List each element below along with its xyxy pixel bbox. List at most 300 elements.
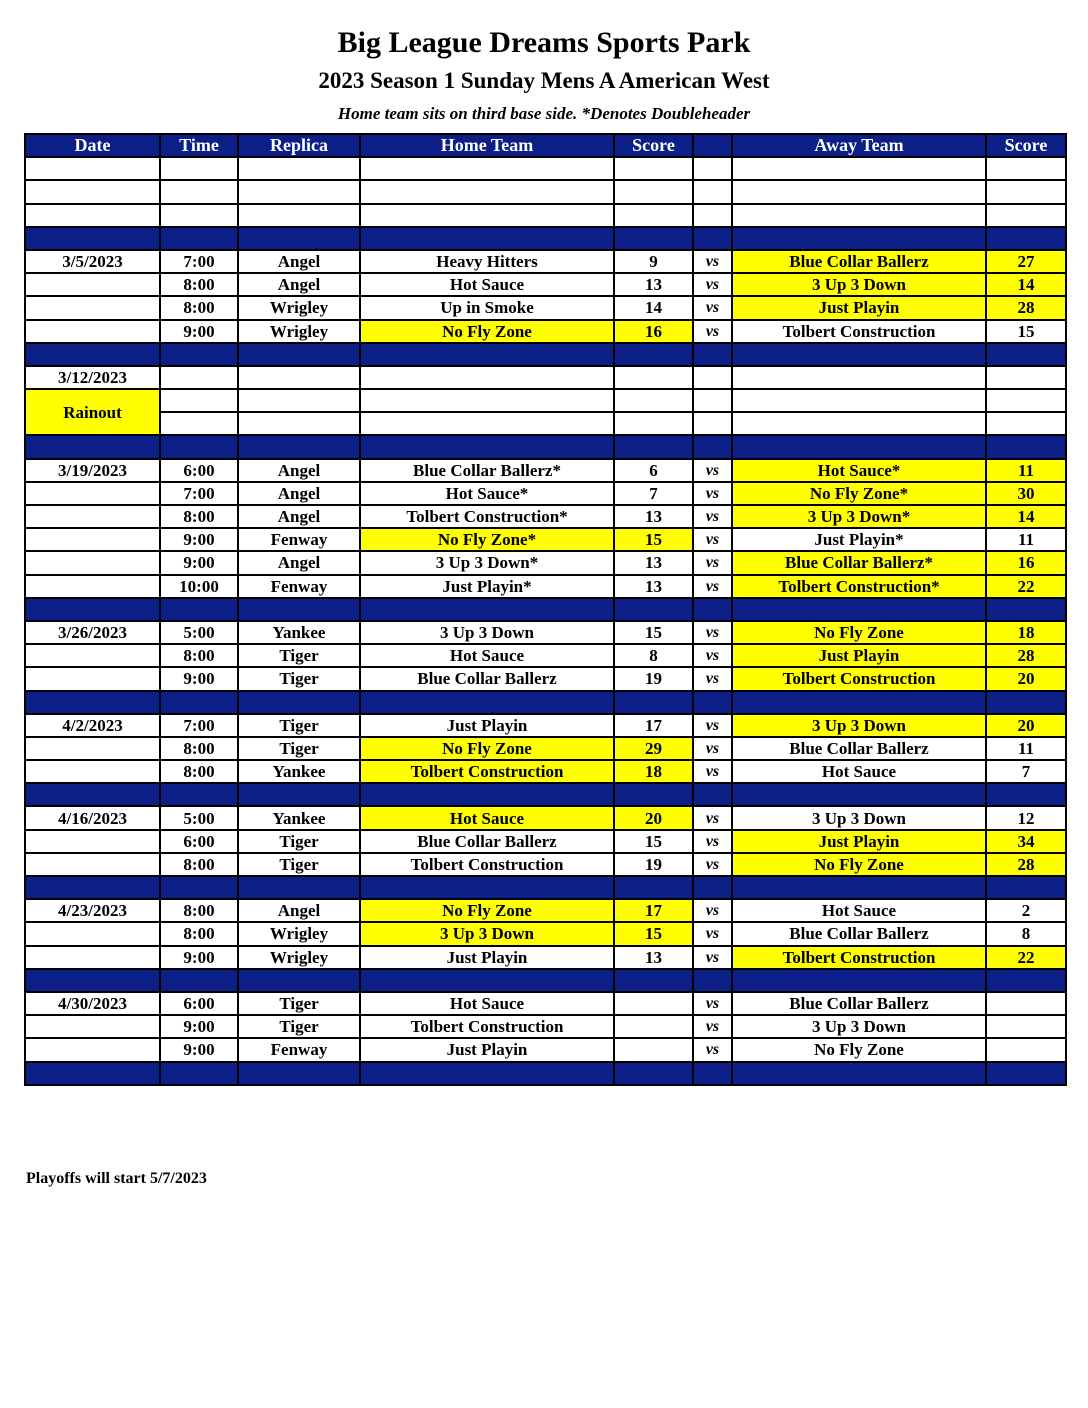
table-row: [25, 922, 1066, 945]
date-cell: [25, 505, 160, 528]
table-row: [25, 806, 1066, 829]
empty-cell: [360, 157, 614, 180]
home-score-cell: 29: [614, 737, 693, 760]
home-team-cell: No Fly Zone: [360, 320, 614, 343]
empty-cell: [360, 343, 614, 366]
home-team-cell: Just Playin: [360, 714, 614, 737]
away-team-cell: 3 Up 3 Down: [732, 714, 986, 737]
vs-cell: vs: [693, 714, 732, 737]
away-team-cell: Blue Collar Ballerz: [732, 992, 986, 1015]
home-team-cell: Up in Smoke: [360, 296, 614, 319]
empty-cell: [160, 783, 238, 806]
empty-cell: [360, 180, 614, 203]
replica-cell: Wrigley: [238, 320, 360, 343]
rainout-row: [25, 412, 1066, 435]
away-team-cell: Blue Collar Ballerz*: [732, 551, 986, 574]
table-row: [25, 296, 1066, 319]
away-score-cell: [986, 1038, 1066, 1061]
time-cell: 9:00: [160, 946, 238, 969]
away-team-cell: Tolbert Construction: [732, 667, 986, 690]
date-cell: [25, 667, 160, 690]
vs-cell: vs: [693, 575, 732, 598]
replica-cell: Angel: [238, 482, 360, 505]
empty-cell: [614, 969, 693, 992]
empty-cell: [693, 435, 732, 458]
home-score-cell: [614, 1015, 693, 1038]
replica-cell: Tiger: [238, 830, 360, 853]
time-cell: 8:00: [160, 644, 238, 667]
empty-cell: [238, 389, 360, 412]
time-cell: 9:00: [160, 1038, 238, 1061]
away-score-cell: 15: [986, 320, 1066, 343]
empty-cell: [693, 343, 732, 366]
time-cell: 6:00: [160, 830, 238, 853]
empty-cell: [238, 343, 360, 366]
separator-row: [25, 969, 1066, 992]
vs-cell: vs: [693, 296, 732, 319]
date-cell: [25, 1038, 160, 1061]
away-score-cell: 28: [986, 296, 1066, 319]
date-cell: [25, 575, 160, 598]
home-score-cell: 9: [614, 250, 693, 273]
date-cell: [25, 644, 160, 667]
separator-row: [25, 783, 1066, 806]
empty-cell: [25, 598, 160, 621]
home-team-cell: Hot Sauce: [360, 644, 614, 667]
column-header-home-team: Home Team: [360, 134, 614, 157]
replica-cell: Fenway: [238, 575, 360, 598]
empty-cell: [614, 435, 693, 458]
vs-cell: vs: [693, 644, 732, 667]
date-cell: 4/30/2023: [25, 992, 160, 1015]
empty-cell: [360, 389, 614, 412]
empty-cell: [360, 412, 614, 435]
date-cell: [25, 830, 160, 853]
empty-cell: [693, 180, 732, 203]
vs-cell: vs: [693, 1015, 732, 1038]
empty-cell: [986, 227, 1066, 250]
time-cell: 6:00: [160, 459, 238, 482]
column-header-date: Date: [25, 134, 160, 157]
empty-cell: [160, 876, 238, 899]
empty-cell: [238, 783, 360, 806]
empty-cell: [986, 783, 1066, 806]
date-cell: 3/19/2023: [25, 459, 160, 482]
table-row: [25, 760, 1066, 783]
away-score-cell: 20: [986, 714, 1066, 737]
home-score-cell: 15: [614, 528, 693, 551]
time-cell: 9:00: [160, 1015, 238, 1038]
separator-row: [25, 435, 1066, 458]
table-row: [25, 459, 1066, 482]
empty-cell: [986, 598, 1066, 621]
date-cell: [25, 946, 160, 969]
empty-cell: [732, 435, 986, 458]
empty-cell: [25, 227, 160, 250]
away-team-cell: Blue Collar Ballerz: [732, 737, 986, 760]
vs-cell: vs: [693, 830, 732, 853]
blank-row: [25, 157, 1066, 180]
date-cell: [25, 273, 160, 296]
replica-cell: Tiger: [238, 1015, 360, 1038]
page-subtitle: 2023 Season 1 Sunday Mens A American West: [318, 68, 770, 93]
date-cell: 4/16/2023: [25, 806, 160, 829]
empty-cell: [25, 157, 160, 180]
separator-row: [25, 691, 1066, 714]
table-row: [25, 1038, 1066, 1061]
replica-cell: Angel: [238, 551, 360, 574]
home-team-cell: 3 Up 3 Down: [360, 922, 614, 945]
rainout-badge: Rainout: [25, 389, 160, 435]
home-team-cell: No Fly Zone: [360, 737, 614, 760]
replica-cell: Wrigley: [238, 922, 360, 945]
time-cell: 8:00: [160, 899, 238, 922]
away-team-cell: No Fly Zone: [732, 853, 986, 876]
empty-cell: [160, 1062, 238, 1085]
empty-cell: [160, 389, 238, 412]
empty-cell: [614, 227, 693, 250]
home-score-cell: 18: [614, 760, 693, 783]
home-score-cell: [614, 992, 693, 1015]
home-score-cell: 7: [614, 482, 693, 505]
empty-cell: [986, 343, 1066, 366]
table-row: [25, 621, 1066, 644]
empty-cell: [986, 1062, 1066, 1085]
vs-cell: vs: [693, 853, 732, 876]
empty-cell: [238, 180, 360, 203]
empty-cell: [360, 1062, 614, 1085]
table-row: [25, 714, 1066, 737]
date-cell: 3/26/2023: [25, 621, 160, 644]
empty-cell: [693, 876, 732, 899]
away-team-cell: 3 Up 3 Down: [732, 1015, 986, 1038]
empty-cell: [693, 598, 732, 621]
column-header-home-score: Score: [614, 134, 693, 157]
empty-cell: [732, 204, 986, 227]
away-score-cell: 8: [986, 922, 1066, 945]
away-team-cell: Just Playin: [732, 644, 986, 667]
away-team-cell: Just Playin: [732, 296, 986, 319]
empty-cell: [360, 366, 614, 389]
empty-cell: [25, 204, 160, 227]
playoffs-note: Playoffs will start 5/7/2023: [26, 1170, 207, 1187]
home-score-cell: 19: [614, 853, 693, 876]
time-cell: 9:00: [160, 551, 238, 574]
time-cell: 8:00: [160, 737, 238, 760]
away-score-cell: 30: [986, 482, 1066, 505]
home-score-cell: 8: [614, 644, 693, 667]
vs-cell: vs: [693, 505, 732, 528]
away-team-cell: No Fly Zone: [732, 621, 986, 644]
home-team-cell: Just Playin*: [360, 575, 614, 598]
empty-cell: [238, 1062, 360, 1085]
replica-cell: Angel: [238, 250, 360, 273]
date-cell: [25, 296, 160, 319]
vs-cell: vs: [693, 482, 732, 505]
away-score-cell: 28: [986, 644, 1066, 667]
replica-cell: Angel: [238, 273, 360, 296]
vs-cell: vs: [693, 760, 732, 783]
empty-cell: [693, 204, 732, 227]
vs-cell: vs: [693, 551, 732, 574]
empty-cell: [360, 227, 614, 250]
empty-cell: [986, 969, 1066, 992]
empty-cell: [160, 435, 238, 458]
empty-cell: [360, 876, 614, 899]
date-cell: 3/5/2023: [25, 250, 160, 273]
empty-cell: [986, 876, 1066, 899]
empty-cell: [986, 691, 1066, 714]
empty-cell: [238, 691, 360, 714]
empty-cell: [238, 366, 360, 389]
away-score-cell: 11: [986, 459, 1066, 482]
empty-cell: [160, 969, 238, 992]
date-cell: [25, 760, 160, 783]
separator-row: [25, 876, 1066, 899]
table-row: [25, 737, 1066, 760]
home-score-cell: 17: [614, 714, 693, 737]
date-cell: [25, 737, 160, 760]
table-row: [25, 273, 1066, 296]
home-team-cell: Tolbert Construction*: [360, 505, 614, 528]
away-score-cell: 7: [986, 760, 1066, 783]
vs-cell: vs: [693, 922, 732, 945]
away-score-cell: 18: [986, 621, 1066, 644]
away-score-cell: 11: [986, 737, 1066, 760]
empty-cell: [360, 598, 614, 621]
empty-cell: [238, 157, 360, 180]
table-row: [25, 667, 1066, 690]
replica-cell: Wrigley: [238, 946, 360, 969]
away-team-cell: Blue Collar Ballerz: [732, 250, 986, 273]
table-row: [25, 899, 1066, 922]
replica-cell: Tiger: [238, 667, 360, 690]
vs-cell: vs: [693, 806, 732, 829]
blank-row: [25, 204, 1066, 227]
empty-cell: [25, 876, 160, 899]
date-cell: [25, 528, 160, 551]
home-team-cell: Just Playin: [360, 1038, 614, 1061]
empty-cell: [614, 691, 693, 714]
home-score-cell: 13: [614, 273, 693, 296]
time-cell: 9:00: [160, 667, 238, 690]
table-row: [25, 853, 1066, 876]
empty-cell: [986, 180, 1066, 203]
away-score-cell: 12: [986, 806, 1066, 829]
home-score-cell: 13: [614, 946, 693, 969]
empty-cell: [25, 1062, 160, 1085]
table-row: [25, 644, 1066, 667]
date-cell: [25, 482, 160, 505]
home-score-cell: 13: [614, 505, 693, 528]
time-cell: 8:00: [160, 760, 238, 783]
empty-cell: [732, 180, 986, 203]
empty-cell: [160, 412, 238, 435]
home-score-cell: 13: [614, 575, 693, 598]
empty-cell: [732, 227, 986, 250]
column-header-time: Time: [160, 134, 238, 157]
vs-cell: vs: [693, 621, 732, 644]
replica-cell: Yankee: [238, 760, 360, 783]
home-team-cell: Hot Sauce: [360, 273, 614, 296]
away-team-cell: 3 Up 3 Down: [732, 806, 986, 829]
time-cell: 7:00: [160, 250, 238, 273]
empty-cell: [732, 783, 986, 806]
away-score-cell: 22: [986, 575, 1066, 598]
blank-row: [25, 180, 1066, 203]
home-team-cell: Just Playin: [360, 946, 614, 969]
empty-cell: [614, 598, 693, 621]
away-score-cell: 14: [986, 505, 1066, 528]
away-team-cell: Hot Sauce*: [732, 459, 986, 482]
vs-cell: vs: [693, 250, 732, 273]
page-title: Big League Dreams Sports Park: [337, 26, 751, 59]
empty-cell: [732, 691, 986, 714]
away-score-cell: 27: [986, 250, 1066, 273]
separator-row: [25, 343, 1066, 366]
home-team-cell: Blue Collar Ballerz: [360, 830, 614, 853]
away-team-cell: No Fly Zone*: [732, 482, 986, 505]
table-row: [25, 1015, 1066, 1038]
empty-cell: [693, 691, 732, 714]
replica-cell: Fenway: [238, 1038, 360, 1061]
empty-cell: [693, 157, 732, 180]
column-header-away-team: Away Team: [732, 134, 986, 157]
empty-cell: [614, 366, 693, 389]
table-header-row: [25, 134, 1066, 157]
table-row: [25, 320, 1066, 343]
away-team-cell: Just Playin*: [732, 528, 986, 551]
empty-cell: [693, 366, 732, 389]
away-score-cell: [986, 1015, 1066, 1038]
rainout-row: [25, 389, 1066, 412]
empty-cell: [160, 180, 238, 203]
home-team-cell: Blue Collar Ballerz*: [360, 459, 614, 482]
away-team-cell: Hot Sauce: [732, 899, 986, 922]
table-row: [25, 528, 1066, 551]
empty-cell: [732, 1062, 986, 1085]
empty-cell: [693, 389, 732, 412]
vs-cell: vs: [693, 946, 732, 969]
empty-cell: [160, 598, 238, 621]
empty-cell: [614, 1062, 693, 1085]
home-score-cell: 17: [614, 899, 693, 922]
vs-cell: vs: [693, 273, 732, 296]
empty-cell: [986, 435, 1066, 458]
away-score-cell: 20: [986, 667, 1066, 690]
empty-cell: [732, 412, 986, 435]
empty-cell: [614, 343, 693, 366]
away-team-cell: Just Playin: [732, 830, 986, 853]
away-score-cell: 28: [986, 853, 1066, 876]
time-cell: 5:00: [160, 621, 238, 644]
column-header-vs: [693, 134, 732, 157]
empty-cell: [614, 783, 693, 806]
empty-cell: [238, 412, 360, 435]
empty-cell: [25, 343, 160, 366]
empty-cell: [986, 389, 1066, 412]
home-score-cell: 16: [614, 320, 693, 343]
home-score-cell: 15: [614, 830, 693, 853]
empty-cell: [160, 204, 238, 227]
away-team-cell: Tolbert Construction*: [732, 575, 986, 598]
away-team-cell: Blue Collar Ballerz: [732, 922, 986, 945]
empty-cell: [614, 204, 693, 227]
away-score-cell: 16: [986, 551, 1066, 574]
time-cell: 8:00: [160, 922, 238, 945]
empty-cell: [25, 435, 160, 458]
table-row: [25, 551, 1066, 574]
replica-cell: Tiger: [238, 992, 360, 1015]
empty-cell: [160, 366, 238, 389]
vs-cell: vs: [693, 899, 732, 922]
home-score-cell: 15: [614, 621, 693, 644]
date-cell: [25, 853, 160, 876]
empty-cell: [360, 204, 614, 227]
separator-row: [25, 227, 1066, 250]
date-cell: [25, 551, 160, 574]
table-row: [25, 830, 1066, 853]
away-score-cell: 2: [986, 899, 1066, 922]
away-team-cell: Hot Sauce: [732, 760, 986, 783]
replica-cell: Fenway: [238, 528, 360, 551]
replica-cell: Angel: [238, 459, 360, 482]
away-score-cell: 34: [986, 830, 1066, 853]
home-score-cell: 6: [614, 459, 693, 482]
away-score-cell: 22: [986, 946, 1066, 969]
home-team-cell: Tolbert Construction: [360, 1015, 614, 1038]
time-cell: 8:00: [160, 296, 238, 319]
empty-cell: [238, 969, 360, 992]
date-cell: [25, 922, 160, 945]
home-team-cell: Tolbert Construction: [360, 853, 614, 876]
table-row: [25, 992, 1066, 1015]
time-cell: 10:00: [160, 575, 238, 598]
table-row: [25, 575, 1066, 598]
separator-row: [25, 1062, 1066, 1085]
vs-cell: vs: [693, 737, 732, 760]
empty-cell: [614, 412, 693, 435]
empty-cell: [160, 157, 238, 180]
away-team-cell: Tolbert Construction: [732, 320, 986, 343]
home-team-cell: 3 Up 3 Down*: [360, 551, 614, 574]
empty-cell: [25, 783, 160, 806]
empty-cell: [238, 598, 360, 621]
time-cell: 9:00: [160, 528, 238, 551]
empty-cell: [732, 389, 986, 412]
column-header-replica: Replica: [238, 134, 360, 157]
home-team-cell: Hot Sauce: [360, 992, 614, 1015]
empty-cell: [160, 691, 238, 714]
away-team-cell: Tolbert Construction: [732, 946, 986, 969]
empty-cell: [160, 227, 238, 250]
replica-cell: Tiger: [238, 853, 360, 876]
home-score-cell: 20: [614, 806, 693, 829]
empty-cell: [693, 969, 732, 992]
empty-cell: [25, 691, 160, 714]
vs-cell: vs: [693, 320, 732, 343]
home-team-cell: Tolbert Construction: [360, 760, 614, 783]
empty-cell: [732, 366, 986, 389]
empty-cell: [238, 204, 360, 227]
replica-cell: Tiger: [238, 644, 360, 667]
home-team-cell: No Fly Zone: [360, 899, 614, 922]
replica-cell: Angel: [238, 505, 360, 528]
away-team-cell: No Fly Zone: [732, 1038, 986, 1061]
home-team-cell: 3 Up 3 Down: [360, 621, 614, 644]
home-score-cell: 19: [614, 667, 693, 690]
empty-cell: [614, 180, 693, 203]
